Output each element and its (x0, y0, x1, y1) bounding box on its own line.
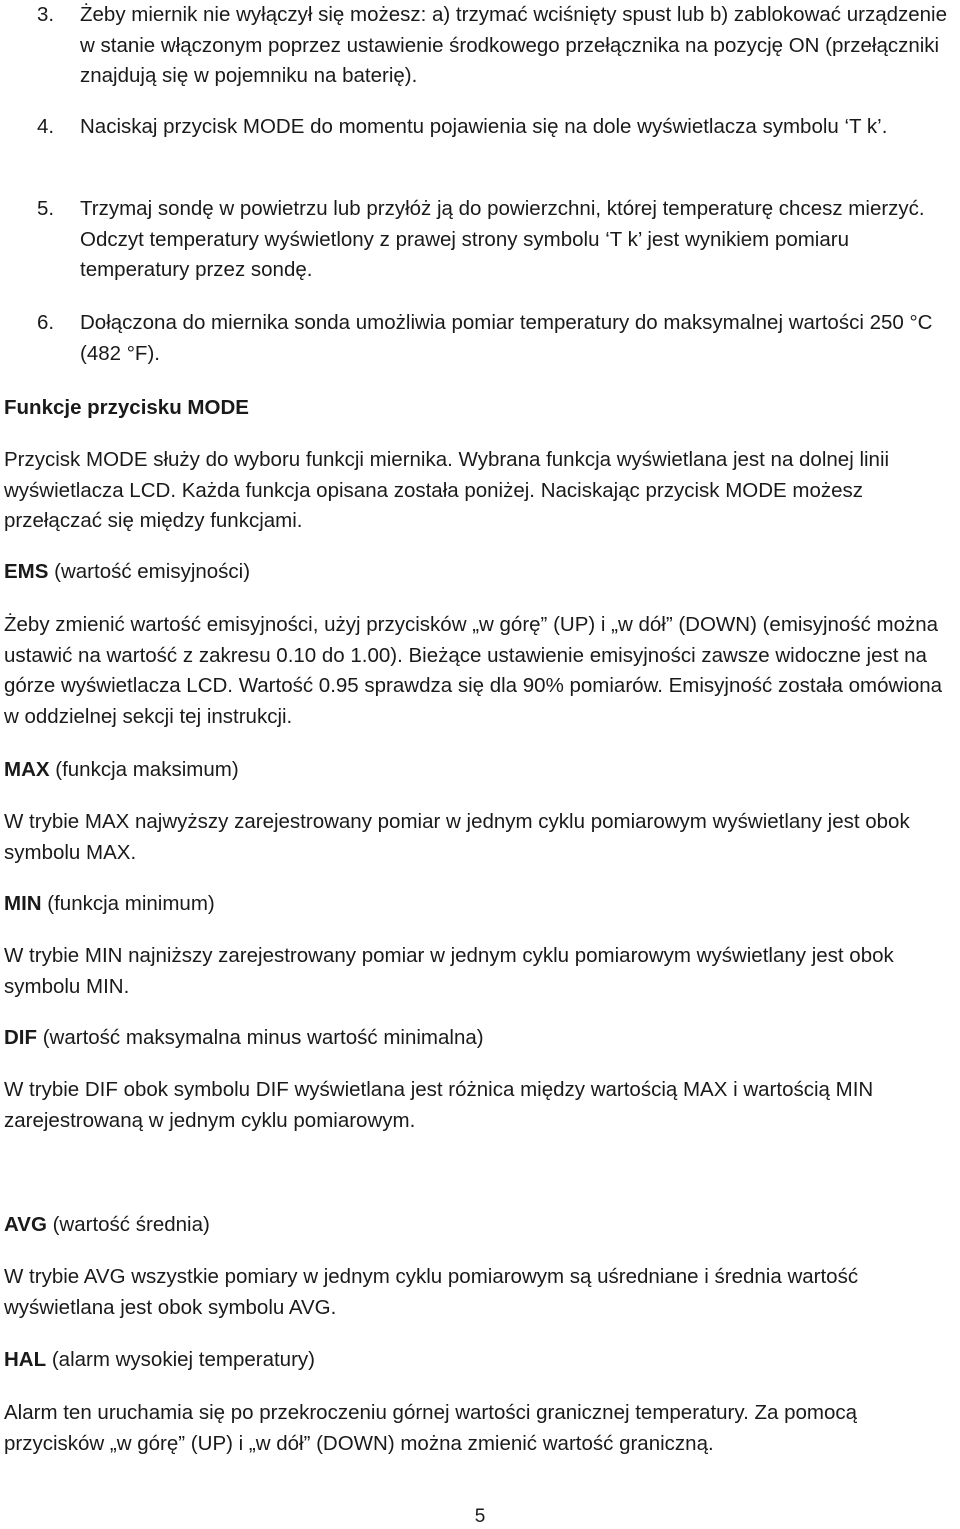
section-term: MIN (4, 892, 42, 915)
section-desc: (wartość średnia) (46, 1213, 210, 1236)
section-term: HAL (4, 1348, 47, 1371)
mode-paragraph: Przycisk MODE służy do wyboru funkcji miernika. Wybrana funkcja wyświetlana jest na dolnej linii wyświetlacza LCD. Każda funkcja opisana została poniżej. Naciskając przycisk MODE możesz przełączać się między funkcjami. (4, 448, 890, 532)
section-desc: (funkcja minimum) (41, 892, 215, 915)
section-term: MAX (4, 758, 50, 781)
section-text-min: W trybie MIN najniższy zarejestrowany pomiar w jednym cyklu pomiarowym wyświetlany jest obok symbolu MIN. (4, 944, 894, 998)
list-number: 3. (37, 3, 55, 26)
section-term: EMS (4, 560, 49, 583)
page-number: 5 (474, 1506, 486, 1527)
section-desc: (alarm wysokiej temperatury) (46, 1348, 315, 1371)
section-text-avg: W trybie AVG wszystkie pomiary w jednym cyklu pomiarowym są uśredniane i średnia wartość wyświetlana jest obok symbolu AVG. (4, 1265, 859, 1319)
section-desc: (wartość maksymalna minus wartość minimalna) (37, 1026, 484, 1049)
list-number: 5. (37, 197, 55, 220)
list-number: 4. (37, 115, 55, 138)
section-desc: (wartość emisyjności) (48, 560, 251, 583)
list-item-4 (37, 112, 960, 143)
section-text-hal: Alarm ten uruchamia się po przekroczeniu górnej wartości granicznej temperatury. Za pomocą przycisków „w górę” (UP) i „w dół” (DOWN) można zmienić wartość graniczną. (4, 1401, 858, 1455)
section-heading-max (4, 755, 239, 785)
list-number: 6. (37, 311, 55, 334)
section-heading-dif (4, 1023, 484, 1053)
list-text: Żeby miernik nie wyłączył się możesz: a) trzymać wciśnięty spust lub b) zablokować urządzenie w stanie włączonym poprzez ustawienie środkowego przełącznika na pozycję ON (przełączniki znajdują się w pojemniku na baterię). (80, 3, 948, 87)
section-term: AVG (4, 1213, 47, 1236)
list-text: Trzymaj sondę w powietrzu lub przyłóż ją do powierzchni, której temperaturę chcesz mierzyć. Odczyt temperatury wyświetlony z prawej strony symbolu ‘T k’ jest wynikiem pomiaru temperatury przez sondę. (80, 197, 925, 281)
mode-heading: Funkcje przycisku MODE (4, 396, 249, 419)
section-heading-min (4, 889, 215, 919)
list-item-5 (37, 194, 960, 286)
section-term: DIF (4, 1026, 38, 1049)
section-text-dif: W trybie DIF obok symbolu DIF wyświetlana jest różnica między wartością MAX i wartością MIN zarejestrowaną w jednym cyklu pomiarowym. (4, 1078, 874, 1132)
list-text: Dołączona do miernika sonda umożliwia pomiar temperatury do maksymalnej wartości 250 °C (482 °F). (80, 311, 933, 365)
list-item-6 (37, 308, 960, 369)
list-text: Naciskaj przycisk MODE do momentu pojawienia się na dole wyświetlacza symbolu ‘T k’. (80, 115, 888, 138)
section-heading-hal (4, 1345, 315, 1375)
section-desc: (funkcja maksimum) (49, 758, 239, 781)
list-item-3 (37, 0, 960, 92)
section-heading-avg (4, 1210, 210, 1240)
section-text-max: W trybie MAX najwyższy zarejestrowany pomiar w jednym cyklu pomiarowym wyświetlany jest obok symbolu MAX. (4, 810, 910, 864)
section-heading-ems (4, 557, 250, 587)
section-text-ems: Żeby zmienić wartość emisyjności, użyj przycisków „w górę” (UP) i „w dół” (DOWN) (emisyjność można ustawić na wartość z zakresu 0.10 do 1.00). Bieżące ustawienie emisyjności zawsze widoczne jest na górze wyświetlacza LCD. Wartość 0.95 sprawdza się dla 90% pomiarów. Emisyjność została omówiona w oddzielnej sekcji tej instrukcji. (4, 613, 943, 728)
